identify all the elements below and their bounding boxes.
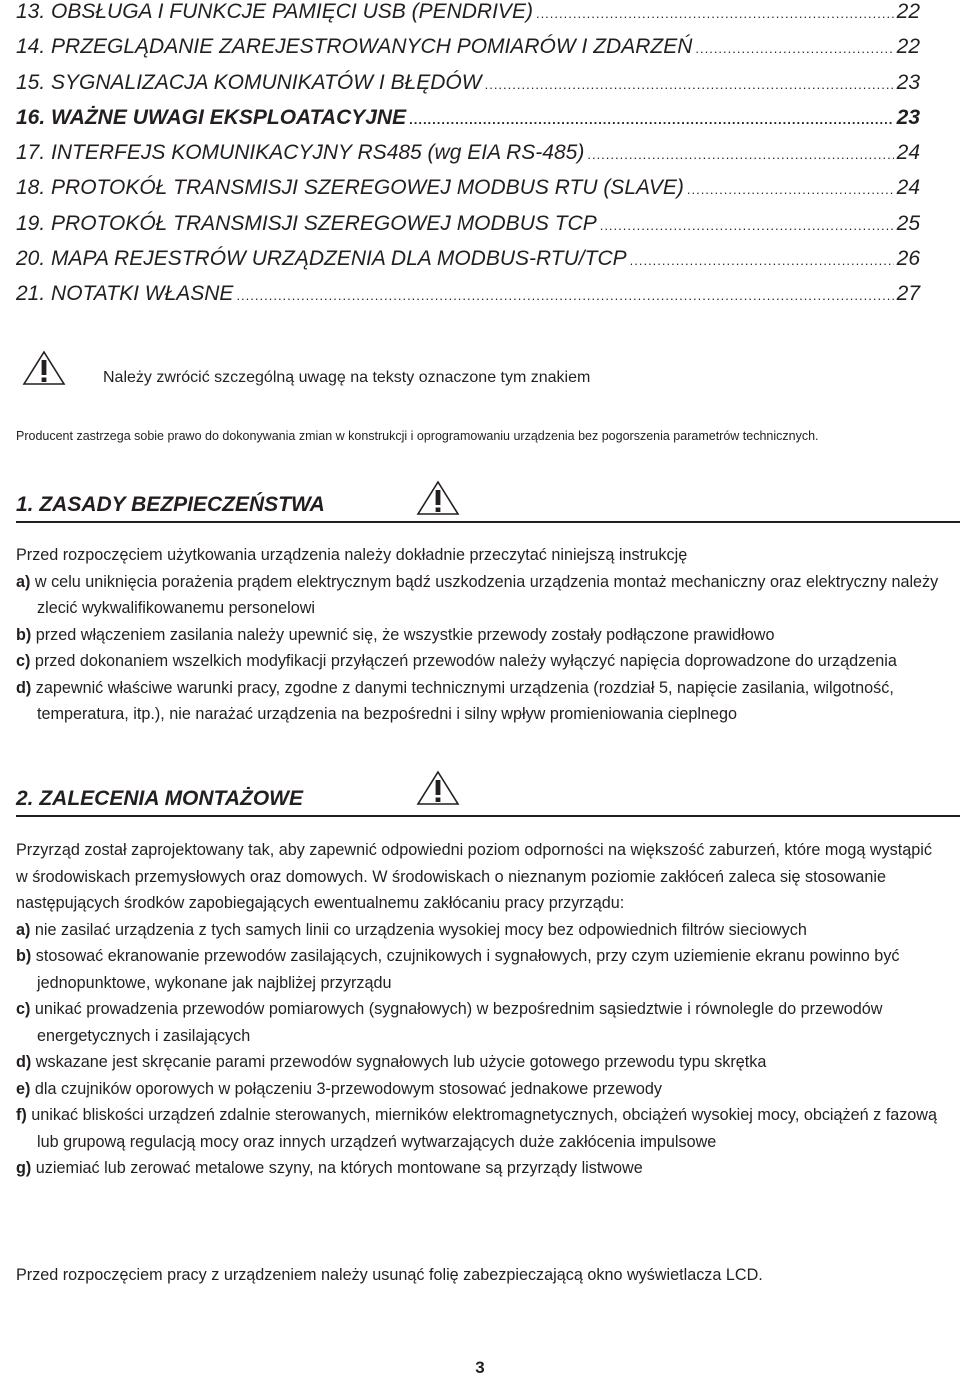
toc-entry-title: 19. PROTOKÓŁ TRANSMISJI SZEREGOWEJ MODBUS TCP (16, 211, 597, 235)
list-marker: d) (16, 678, 32, 697)
toc-entry[interactable] (16, 176, 920, 211)
toc-entry[interactable] (16, 141, 920, 176)
toc-leader-dots (630, 249, 894, 273)
list-marker: f) (16, 1106, 27, 1124)
toc-leader-dots (236, 284, 893, 308)
list-text: zapewnić właściwe warunki pracy, zgodne z danymi technicznymi urządzenia (rozdział 5, napięcie zasilania, wilgotność, temperatura, itp.), nie narażać urządzenia na bezpośredni i silny wpływ promieniowania cieplnego (31, 678, 894, 723)
list-text: w celu uniknięcia porażenia prądem elektrycznym bądź uszkodzenia urządzenia montaż mechaniczny oraz elektryczny należy zlecić wykwalifikowanemu personelowi (30, 572, 939, 617)
toc-leader-dots (409, 108, 894, 132)
warning-triangle-icon (22, 350, 66, 386)
lcd-foil-note (16, 1262, 946, 1289)
toc-entry-page: 23 (896, 70, 920, 94)
section-divider (16, 815, 960, 817)
toc-entry-title: 17. INTERFEJS KOMUNIKACYJNY RS485 (wg EIA RS-485) (16, 141, 585, 165)
list-item (16, 1076, 946, 1103)
toc-entry-page: 22 (896, 0, 920, 23)
toc-entry-title: 14. PRZEGLĄDANIE ZAREJESTROWANYCH POMIARÓW I ZDARZEŃ (16, 35, 693, 59)
list-marker: e) (16, 1079, 31, 1098)
toc-entry-title: 20. MAPA REJESTRÓW URZĄDZENIA DLA MODBUS-RTU/TCP (16, 247, 627, 271)
toc-entry-page: 24 (896, 141, 920, 165)
final-note: Przed rozpoczęciem pracy z urządzeniem należy usunąć folię zabezpieczającą okno wyświetlacza LCD. (16, 1266, 763, 1284)
toc-entry[interactable] (16, 212, 920, 247)
toc-entry-title: 16. WAŻNE UWAGI EKSPLOATACYJNE (16, 105, 407, 129)
page-number: 3 (475, 1358, 485, 1377)
toc-entry-title: 21. NOTATKI WŁASNE (16, 282, 234, 306)
toc-leader-dots (485, 73, 894, 97)
warning-note-text: Należy zwrócić szczególną uwagę na teksty oznaczone tym znakiem (103, 369, 591, 386)
list-marker: c) (16, 1000, 31, 1018)
warning-triangle-icon (416, 770, 460, 806)
list-text: unikać bliskości urządzeń zdalnie sterowanych, mierników elektromagnetycznych, obciążeń wysokiej mocy, obciążeń z fazową lub grupową regulacją mocy oraz innych urządzeń wytwarzających duże zakłócenia impulsowe (26, 1106, 937, 1151)
toc-entry[interactable] (16, 71, 920, 106)
toc-entry-page: 26 (896, 247, 920, 271)
list-marker: g) (16, 1159, 32, 1177)
list-text: nie zasilać urządzenia z tych samych linii co urządzenia wysokiej mocy bez odpowiednich filtrów sieciowych (30, 920, 807, 939)
toc-entry-page: 23 (896, 105, 920, 129)
section-installation-body (16, 837, 946, 1182)
toc-entry[interactable] (16, 106, 920, 141)
toc-entry-title: 13. OBSŁUGA I FUNKCJE PAMIĘCI USB (PENDRIVE) (16, 0, 533, 23)
toc-entry-page: 27 (896, 282, 920, 306)
section-title-installation: 2. ZALECENIA MONTAŻOWE (16, 787, 303, 810)
toc-entry[interactable] (16, 35, 920, 70)
toc-leader-dots (587, 143, 893, 167)
toc-leader-dots (687, 178, 894, 202)
list-item (16, 917, 946, 944)
section-title-safety: 1. ZASADY BEZPIECZEŃSTWA (16, 493, 325, 516)
section-intro: Przed rozpoczęciem użytkowania urządzenia należy dokładnie przeczytać niniejszą instrukcję (16, 546, 688, 564)
list-item (16, 675, 946, 728)
list-item (16, 1155, 946, 1182)
toc-entry-title: 18. PROTOKÓŁ TRANSMISJI SZEREGOWEJ MODBUS RTU (SLAVE) (16, 176, 684, 200)
warning-triangle-icon (416, 480, 460, 516)
manufacturer-disclaimer: Producent zastrzega sobie prawo do dokonywania zmian w konstrukcji i oprogramowaniu urządzenia bez pogorszenia parametrów technicznych. (16, 429, 819, 443)
list-marker: d) (16, 1053, 32, 1071)
list-text: przed dokonaniem wszelkich modyfikacji przyłączeń przewodów należy wyłączyć napięcia doprowadzone do urządzenia (30, 652, 897, 670)
list-marker: a) (16, 920, 31, 939)
list-item (16, 648, 946, 675)
list-text: dla czujników oporowych w połączeniu 3-przewodowym stosować jednakowe przewody (30, 1079, 663, 1098)
toc-entry-page: 22 (896, 35, 920, 59)
toc-leader-dots (536, 2, 894, 26)
section-safety-body (16, 542, 946, 728)
list-marker: c) (16, 652, 31, 670)
list-item (16, 1102, 946, 1155)
toc-leader-dots (695, 37, 893, 61)
list-text: unikać prowadzenia przewodów pomiarowych (sygnałowych) w bezpośrednim sąsiedztwie i równolegle do przewodów energetycznych i zasilających (30, 1000, 883, 1045)
list-text: stosować ekranowanie przewodów zasilających, czujnikowych i sygnałowych, przy czym uziemienie ekranu powinno być jednopunktowe, wykonane jak najbliżej przyrządu (31, 947, 900, 992)
list-item (16, 996, 946, 1049)
toc-entry[interactable] (16, 247, 920, 282)
toc-entry-page: 24 (896, 176, 920, 200)
list-marker: b) (16, 625, 32, 644)
section-intro: Przyrząd został zaprojektowany tak, aby zapewnić odpowiedni poziom odporności na większość zaburzeń, które mogą wystąpić w środowiskach przemysłowych oraz domowych. W środowiskach o nieznanym poziomie zakłóceń zaleca się stosowanie następujących środków zapobiegających ewentualnemu zakłócaniu pracy przyrządu: (16, 841, 932, 912)
toc-entry[interactable] (16, 282, 920, 317)
list-marker: b) (16, 947, 32, 965)
table-of-contents (16, 0, 920, 318)
toc-entry[interactable] (16, 0, 920, 35)
list-marker: a) (16, 572, 31, 591)
toc-entry-title: 15. SYGNALIZACJA KOMUNIKATÓW I BŁĘDÓW (16, 70, 482, 94)
section-divider (16, 521, 960, 523)
list-item (16, 622, 946, 649)
list-text: uziemiać lub zerować metalowe szyny, na których montowane są przyrządy listwowe (31, 1159, 643, 1177)
list-item (16, 943, 946, 996)
list-text: wskazane jest skręcanie parami przewodów sygnałowych lub użycie gotowego przewodu typu skrętka (31, 1053, 767, 1071)
list-item (16, 569, 946, 622)
toc-leader-dots (600, 214, 894, 238)
list-text: przed włączeniem zasilania należy upewnić się, że wszystkie przewody zostały podłączone prawidłowo (31, 625, 775, 644)
toc-entry-page: 25 (896, 211, 920, 235)
list-item (16, 1049, 946, 1076)
